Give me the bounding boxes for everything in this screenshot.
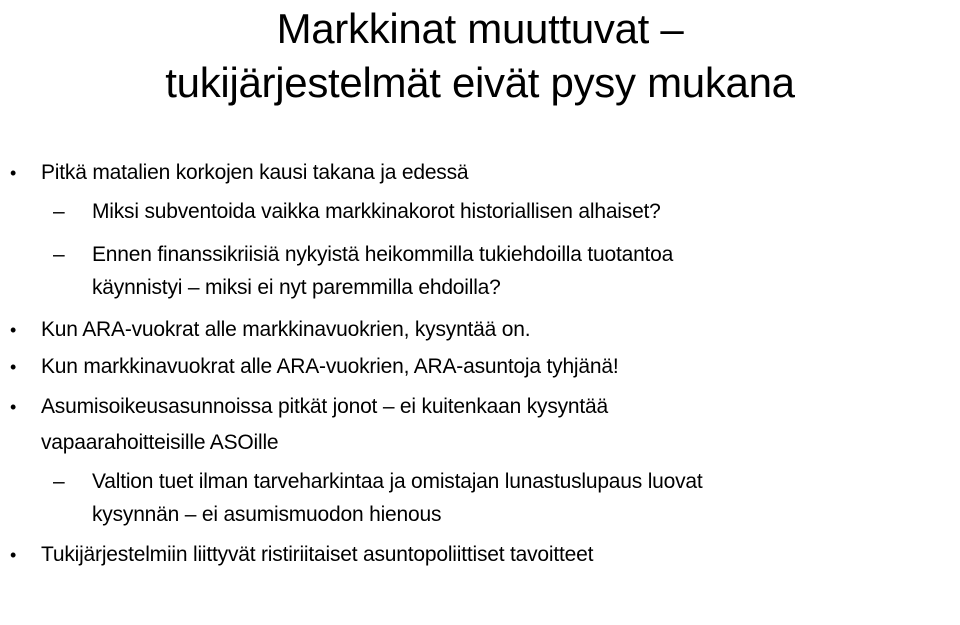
bullet-dot-icon: • [10, 163, 17, 183]
bullet-text-line-2: vapaarahoitteisille ASOille [41, 431, 279, 454]
slide-title-line-1: Markkinat muuttuvat – [276, 5, 684, 52]
bullet-text: Pitkä matalien korkojen kausi takana ja edessä [41, 161, 469, 184]
bullet-dot-icon: • [10, 545, 17, 565]
bullet-text: Tukijärjestelmiin liittyvät ristiriitaiset asuntopoliittiset tavoitteet [41, 543, 594, 566]
slide-title-line-2: tukijärjestelmät eivät pysy mukana [165, 59, 795, 106]
slide-title [0, 0, 960, 110]
bullet-item-5 [0, 537, 960, 573]
sub-bullet-text-line-2: käynnistyi – miksi ei nyt paremmilla ehdoilla? [92, 276, 501, 299]
dash-icon: – [53, 470, 65, 493]
bullet-text-line-1: Asumisoikeusasunnoissa pitkät jonot – ei kuitenkaan kysyntää [41, 395, 608, 418]
bullet-text: Kun markkinavuokrat alle ARA-vuokrien, ARA-asuntoja tyhjänä! [41, 355, 619, 378]
bullet-item-1 [0, 155, 960, 191]
sub-bullet-text: Miksi subventoida vaikka markkinakorot historiallisen alhaiset? [92, 200, 661, 223]
bullet-item-3 [0, 349, 960, 385]
bullet-list [0, 155, 960, 573]
bullet-dot-icon: • [10, 320, 17, 340]
bullet-dot-icon: • [10, 397, 17, 417]
dash-icon: – [53, 243, 65, 266]
bullet-item-4 [0, 389, 960, 461]
bullet-dot-icon: • [10, 357, 17, 377]
bullet-text: Kun ARA-vuokrat alle markkinavuokrien, kysyntää on. [41, 318, 531, 341]
bullet-item-2 [0, 312, 960, 348]
sub-bullet-item-3 [0, 465, 960, 531]
sub-bullet-text-line-1: Ennen finanssikriisiä nykyistä heikommilla tukiehdoilla tuotantoa [92, 243, 674, 266]
sub-bullet-item-2 [0, 238, 960, 304]
sub-bullet-text-line-1: Valtion tuet ilman tarveharkintaa ja omistajan lunastuslupaus luovat [92, 470, 703, 493]
dash-icon: – [53, 200, 65, 223]
sub-bullet-text-line-2: kysynnän – ei asumismuodon hienous [92, 503, 442, 526]
sub-bullet-item-1 [0, 195, 960, 228]
